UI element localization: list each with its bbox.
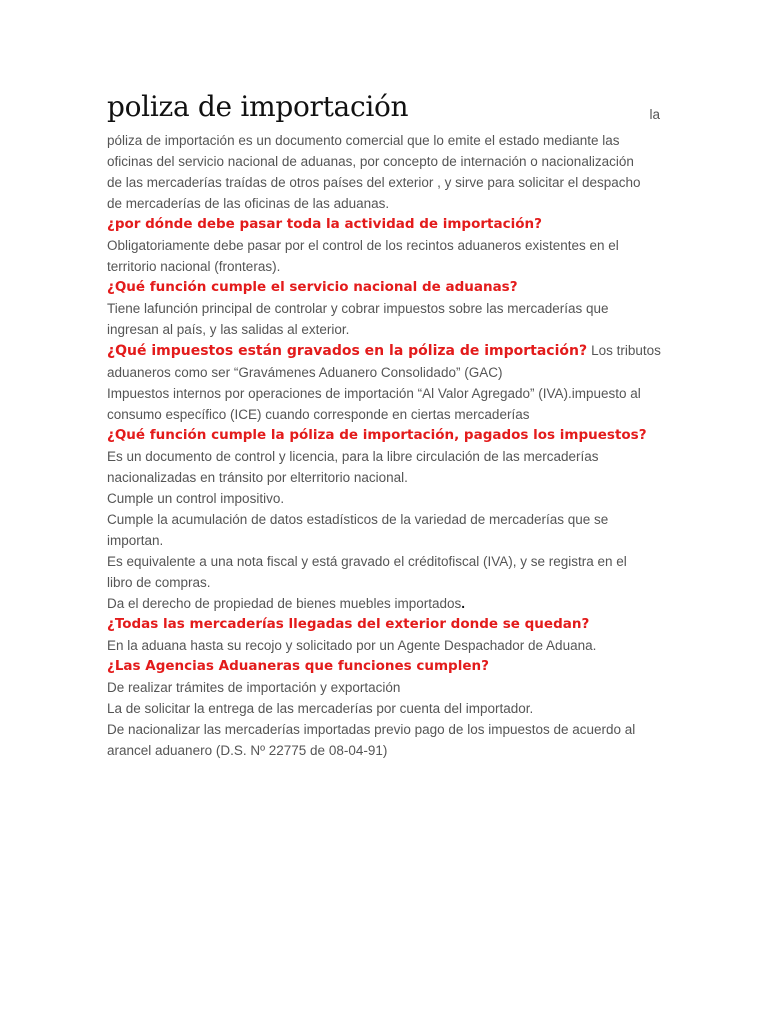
answer-line: Obligatoriamente debe pasar por el control de los recintos aduaneros existentes en el — [107, 238, 619, 253]
question-heading: ¿Todas las mercaderías llegadas del exterior donde se quedan? — [107, 616, 590, 632]
page-title: poliza de importación — [107, 90, 409, 123]
answer-line: Cumple un control impositivo. — [107, 491, 285, 506]
answer-inline: Los tributos — [591, 343, 661, 358]
period-mark: . — [461, 596, 465, 611]
answer-line: La de solicitar la entrega de las mercaderías por cuenta del importador. — [107, 701, 534, 716]
answer-line: arancel aduanero (D.S. Nº 22775 de 08-04-91) — [107, 743, 388, 758]
question-heading: ¿Qué función cumple la póliza de importación, pagados los impuestos? — [107, 427, 647, 443]
question-heading: ¿Qué impuestos están gravados en la póliza de importación? — [107, 343, 588, 359]
answer-line: De nacionalizar las mercaderías importadas previo pago de los impuestos de acuerdo al — [107, 722, 636, 737]
answer-line: ingresan al país, y las salidas al exterior. — [107, 322, 350, 337]
question-heading: ¿Las Agencias Aduaneras que funciones cumplen? — [107, 658, 489, 674]
answer-line: libro de compras. — [107, 575, 211, 590]
answer-line: En la aduana hasta su recojo y solicitado por un Agente Despachador de Aduana. — [107, 638, 597, 653]
intro-line: oficinas del servicio nacional de aduanas, por concepto de internación o nacionalización — [107, 154, 634, 169]
question-heading: ¿por dónde debe pasar toda la actividad de importación? — [107, 216, 542, 232]
answer-line: Cumple la acumulación de datos estadísticos de la variedad de mercaderías que se — [107, 512, 609, 527]
intro-line: de mercaderías de las oficinas de las aduanas. — [107, 196, 390, 211]
answer-line: territorio nacional (fronteras). — [107, 259, 281, 274]
answer-line: nacionalizadas en tránsito por elterritorio nacional. — [107, 470, 408, 485]
answer-line: De realizar trámites de importación y exportación — [107, 680, 401, 695]
answer-line: Es un documento de control y licencia, para la libre circulación de las mercaderías — [107, 449, 599, 464]
answer-line: Tiene lafunción principal de controlar y cobrar impuestos sobre las mercaderías que — [107, 301, 609, 316]
answer-text: Da el derecho de propiedad de bienes muebles importados — [107, 596, 462, 611]
answer-line: aduaneros como ser “Gravámenes Aduanero Consolidado” (GAC) — [107, 365, 503, 380]
answer-line — [107, 593, 662, 614]
title-tail-text: la — [649, 107, 660, 122]
answer-line: Impuestos internos por operaciones de importación “Al Valor Agregado” (IVA).impuesto al — [107, 386, 641, 401]
answer-line: Es equivalente a una nota fiscal y está gravado el créditofiscal (IVA), y se registra en el — [107, 554, 627, 569]
intro-line: de las mercaderías traídas de otros países del exterior , y sirve para solicitar el despacho — [107, 175, 641, 190]
question-heading: ¿Qué función cumple el servicio nacional de aduanas? — [107, 279, 518, 295]
answer-line: consumo específico (ICE) cuando corresponde en ciertas mercaderías — [107, 407, 530, 422]
intro-line: póliza de importación es un documento comercial que lo emite el estado mediante las — [107, 133, 620, 148]
question-row — [107, 340, 662, 362]
document — [107, 90, 662, 761]
title-row — [107, 90, 662, 130]
answer-line: importan. — [107, 533, 164, 548]
